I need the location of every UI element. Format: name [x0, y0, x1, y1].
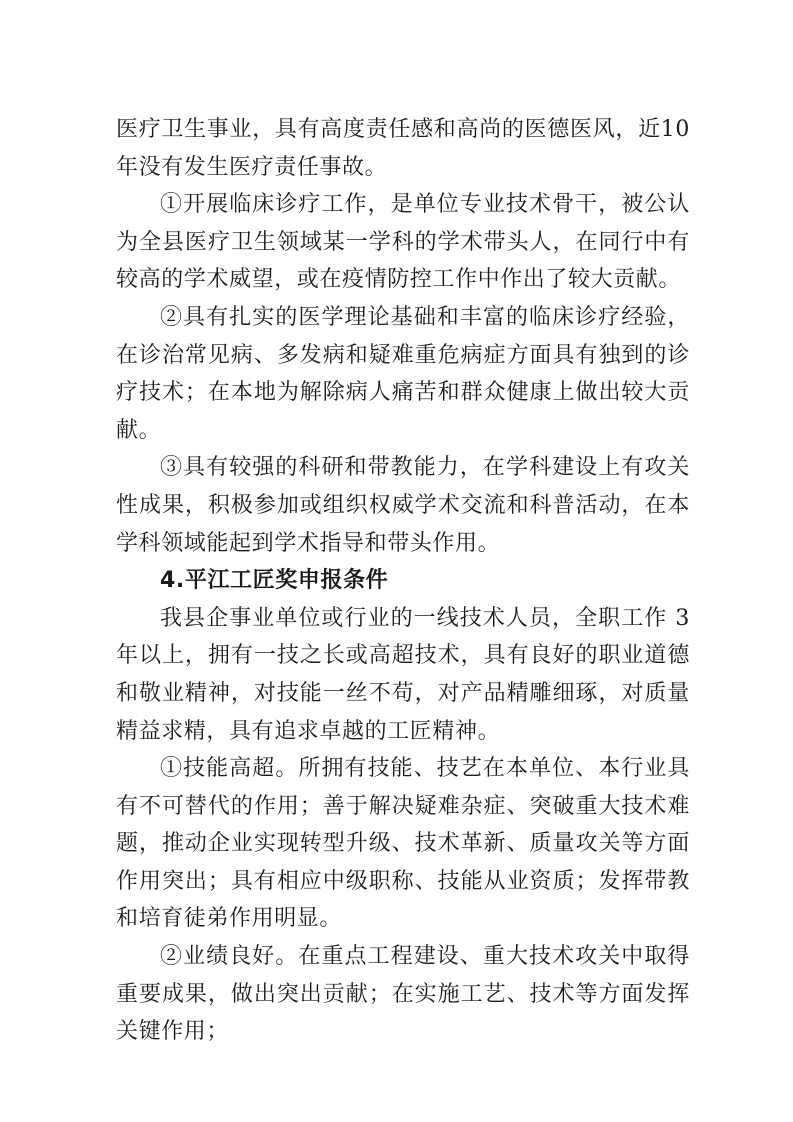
paragraph-clinical-work: ①开展临床诊疗工作，是单位专业技术骨干，被公认为全县医疗卫生领域某一学科的学术带头人，在同行中有较高的学术威望，或在疫情防控工作中作出了较大贡献。: [116, 192, 690, 293]
paragraph-superb-skills: ①技能高超。所拥有技能、技艺在本单位、本行业具有不可替代的作用；善于解决疑难杂症、突破重大技术难题，推动企业实现转型升级、技术革新、质量攻关等方面作用突出；具有相应中级职称、技能从业资质；发挥带教和培育徒弟作用明显。: [116, 756, 690, 932]
paragraph-research-teaching: ③具有较强的科研和带教能力，在学科建设上有攻关性成果，积极参加或组织权威学术交流和科普活动，在本学科领域能起到学术指导和带头作用。: [116, 455, 690, 556]
paragraph-craftsman-eligibility: 我县企事业单位或行业的一线技术人员，全职工作 3 年以上，拥有一技之长或高超技术，具有良好的职业道德和敬业精神，对技能一丝不苟，对产品精雕细琢，对质量精益求精，具有追求卓越的工匠精神。: [116, 605, 690, 744]
paragraph-medical-ethics: 医疗卫生事业，具有高度责任感和高尚的医德医风，近10年没有发生医疗责任事故。: [116, 117, 690, 180]
document-body: [116, 111, 690, 1051]
paragraph-medical-theory: ②具有扎实的医学理论基础和丰富的临床诊疗经验，在诊治常见病、多发病和疑难重危病症方面具有独到的诊疗技术；在本地为解除病人痛苦和群众健康上做出较大贡献。: [116, 304, 690, 443]
paragraph-good-performance: ②业绩良好。在重点工程建设、重大技术攻关中取得重要成果，做出突出贡献；在实施工艺、技术等方面发挥关键作用；: [116, 944, 690, 1045]
section-heading-craftsman-award: 4.平江工匠奖申报条件: [160, 568, 389, 594]
